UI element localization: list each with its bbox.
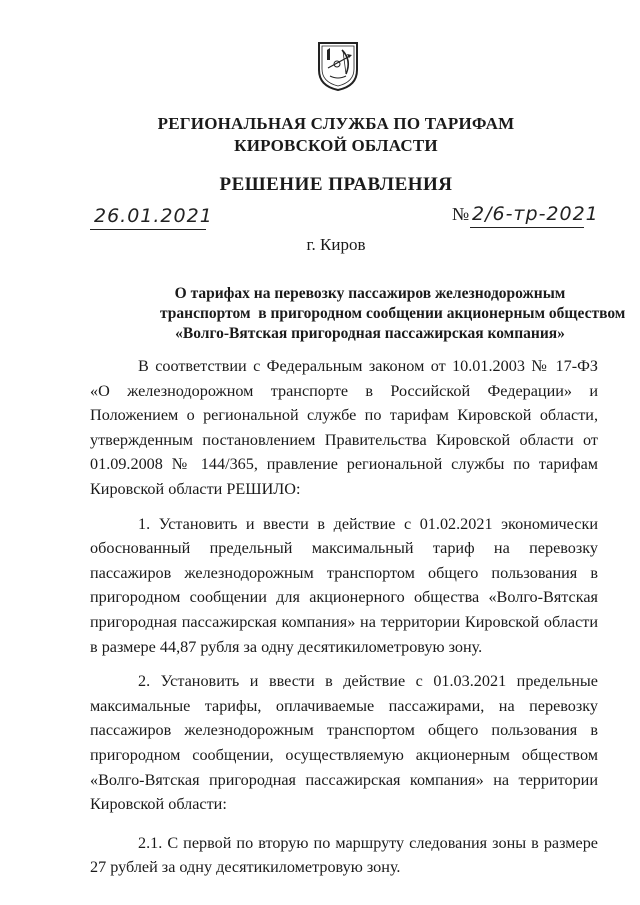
number-label: № [452,204,470,224]
clause-2: 2. Установить и ввести в действие с 01.03.2021 предельные максимальные тарифы, оплачиваемые пассажирами, на перевозку пассажиров железнодорожным транспортом общего пользования в пригородном сообщении, осуществляемую акционерным обществом «Волго-Вятская пригородная пассажирская компания» на территории Кировской области: [90,672,598,814]
document-title: РЕШЕНИЕ ПРАВЛЕНИЯ [219,174,453,195]
document-body [90,354,598,880]
subject-line: транспортом в пригородном сообщении акционерным обществом [160,305,626,322]
organization-name-line2: КИРОВСКОЙ ОБЛАСТИ [234,136,438,155]
subject-line: О тарифах на перевозку пассажиров железнодорожным [174,285,566,302]
clause-2-1: 2.1. С первой по вторую по маршруту следования зоны в размере 27 рублей за одну десятикилометровую зону. [90,833,598,877]
subject-line: «Волго-Вятская пригородная пассажирская компания» [175,325,565,342]
document-date: 26.01.2021 [94,205,213,227]
document-number: 2/6-тр-2021 [472,203,599,225]
coat-of-arms-emblem [316,40,360,92]
clause-1: 1. Установить и ввести в действие с 01.02.2021 экономически обоснованный предельный максимальный тариф на перевозку пассажиров железнодорожным транспортом общего пользования в пригородном сообщении для акционерного общества «Волго-Вятская пригородная пассажирская компания» на территории Кировской области в размере 44,87 рубля за одну десятикилометровую зону. [90,514,598,656]
organization-name-line1: РЕГИОНАЛЬНАЯ СЛУЖБА ПО ТАРИФАМ [157,114,515,133]
date-underline [90,229,206,230]
city-name: г. Киров [306,235,366,254]
number-underline [470,227,584,228]
preamble-paragraph: В соответствии с Федеральным законом от 10.01.2003 № 17-ФЗ «О железнодорожном транспорте в Российской Федерации» и Положением о региональной службе по тарифам Кировской области, утвержденным постановлением Правительства Кировской области от 01.09.2008 № 144/365, правление региональной службы по тарифам Кировской области РЕШИЛО: [90,357,598,498]
document-subject [160,284,626,344]
